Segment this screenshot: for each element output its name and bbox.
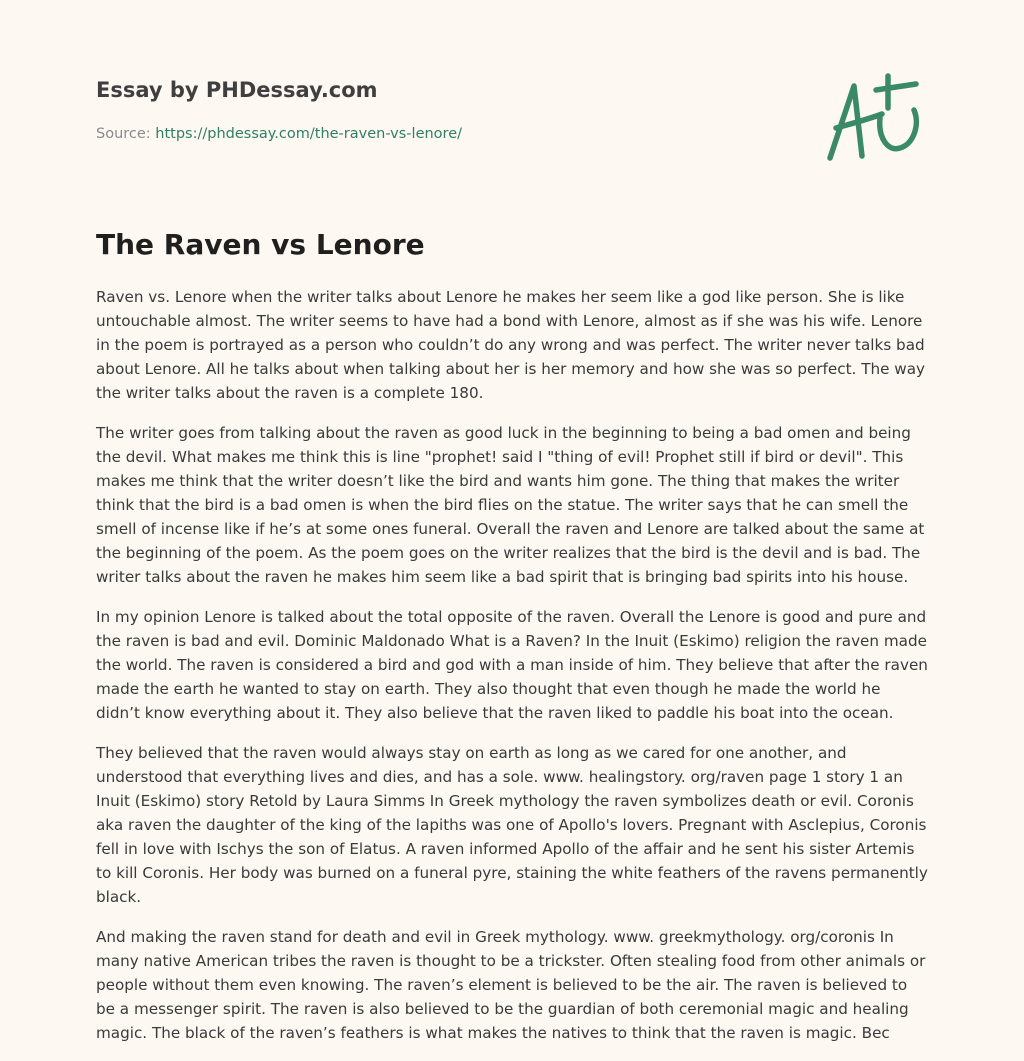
document-title: The Raven vs Lenore (96, 228, 425, 261)
source-link[interactable]: https://phdessay.com/the-raven-vs-lenore/ (155, 126, 462, 142)
site-title: Essay by PHDessay.com (96, 78, 378, 102)
document-body (96, 285, 928, 1061)
source-label: Source: (96, 126, 151, 142)
site-header (96, 76, 796, 144)
paragraph: In my opinion Lenore is talked about the total opposite of the raven. Overall the Lenore is good and pure and the raven is bad and evil. Dominic Maldonado What is a Raven? In the Inuit (Eskimo) religion the raven made the world. The raven is considered a bird and god with a man inside of him. They believe that after the raven made the earth he wanted to stay on earth. They also thought that even though he made the world he didn’t know everything about it. They also believe that the raven liked to paddle his boat into the ocean. (96, 608, 928, 722)
a-plus-logo-icon (822, 68, 926, 164)
paragraph: The writer goes from talking about the raven as good luck in the beginning to being a bad omen and being the devil. What makes me think this is line "prophet! said I "thing of evil! Prophet still if bird or devil". This makes me think that the writer doesn’t like the bird and wants him gone. The thing that makes the writer think that the bird is a bad omen is when the bird flies on the statue. The writer says that he can smell the smell of incense like if he’s at some ones funeral. Overall the raven and Lenore are talked about the same at the beginning of the poem. As the poem goes on the writer realizes that the bird is the devil and is bad. The writer talks about the raven he makes him seem like a bad spirit that is bringing bad spirits into his house. (96, 424, 925, 586)
source-line (96, 124, 796, 144)
paragraph: Raven vs. Lenore when the writer talks about Lenore he makes her seem like a god like person. She is like untouchable almost. The writer seems to have had a bond with Lenore, almost as if she was his wife. Lenore in the poem is portrayed as a person who couldn’t do any wrong and was perfect. The writer never talks bad about Lenore. All he talks about when talking about her is her memory and how she was so perfect. The way the writer talks about the raven is a complete 180. (96, 288, 925, 402)
paragraph: They believed that the raven would always stay on earth as long as we cared for one another, and understood that everything lives and dies, and has a sole. www. healingstory. org/raven page 1 story 1 an Inuit (Eskimo) story Retold by Laura Simms In Greek mythology the raven symbolizes death or evil. Coronis aka raven the daughter of the king of the lapiths was one of Apollo's lovers. Pregnant with Asclepius, Coronis fell in love with Ischys the son of Elatus. A raven informed Apollo of the affair and he sent his sister Artemis to kill Coronis. Her body was burned on a funeral pyre, staining the white feathers of the ravens permanently black. (96, 744, 928, 906)
paragraph: And making the raven stand for death and evil in Greek mythology. www. greekmythology. org/coronis In many native American tribes the raven is thought to be a trickster. Often stealing food from other animals or people without them even knowing. The raven’s element is believed to be the air. The raven is believed to be a messenger spirit. The raven is also believed to be the guardian of both ceremonial magic and healing magic. The black of the raven’s feathers is what makes the natives to think that the raven is magic. Bec (96, 928, 926, 1042)
